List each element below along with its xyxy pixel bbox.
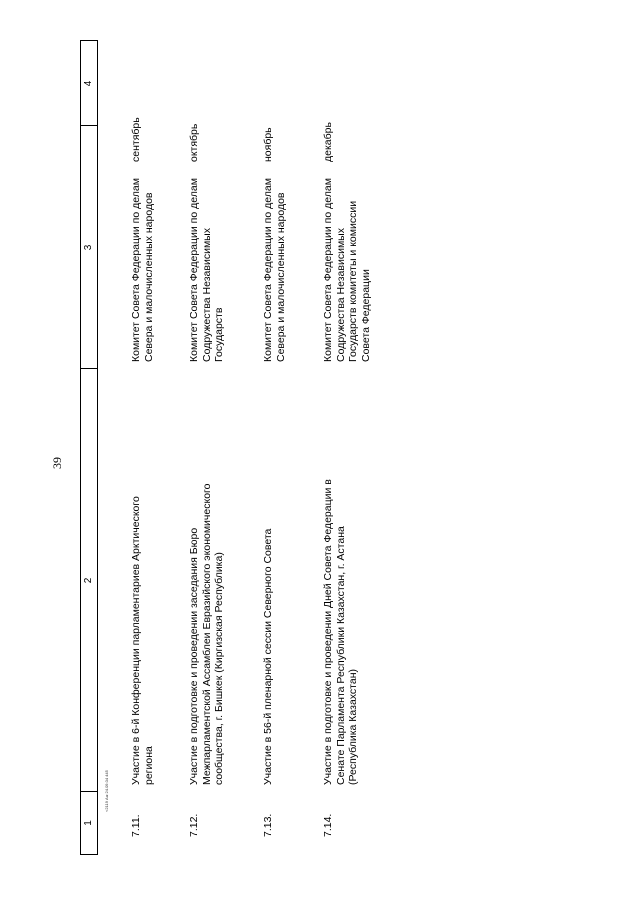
row-event: Участие в подготовке и проведении Дней Совета Федерации в Сенате Парламента Республики Казахстан, г. Астана (Республика Казахстан) <box>322 479 359 785</box>
row-responsible: Комитет Совета Федерации по делам Севера и малочисленных народов <box>262 178 287 362</box>
plan-table <box>80 40 633 855</box>
header-col-1: 1 <box>83 820 94 826</box>
row-month: ноябрь <box>262 127 274 162</box>
row-event: Участие в 6-й Конференции парламентариев Арктического региона <box>130 496 155 785</box>
header-col-4: 4 <box>83 80 94 87</box>
header-col-2: 2 <box>83 577 94 584</box>
row-month: октябрь <box>188 123 200 162</box>
row-number: 7.12. <box>188 813 200 837</box>
row-event: Участие в 56-й пленарной сессии Северного Совета <box>262 528 274 785</box>
row-month: декабрь <box>322 122 334 162</box>
row-number: 7.14. <box>322 813 334 837</box>
row-month: сентябрь <box>130 117 142 162</box>
row-responsible: Комитет Совета Федерации по делам Содружества Независимых Государств <box>188 178 225 362</box>
row-number: 7.13. <box>262 813 274 837</box>
header-col-3: 3 <box>83 244 94 251</box>
row-number: 7.11. <box>130 814 142 837</box>
row-responsible: Комитет Совета Федерации по делам Содружества Независимых Государств комитеты и комиссии Совета Федерации <box>322 178 372 362</box>
print-stamp: <2119 Аж 24.09.04 445 <box>104 770 109 812</box>
row-event: Участие в подготовке и проведении заседания Бюро Межпарламентской Ассамблеи Евразийского экономического сообщества, г. Бишкек (Киргизская Республика) <box>188 483 225 785</box>
page-number: 39 <box>50 457 64 469</box>
table-header <box>80 40 98 855</box>
row-responsible: Комитет Совета Федерации по делам Севера и малочисленных народов <box>130 178 155 362</box>
